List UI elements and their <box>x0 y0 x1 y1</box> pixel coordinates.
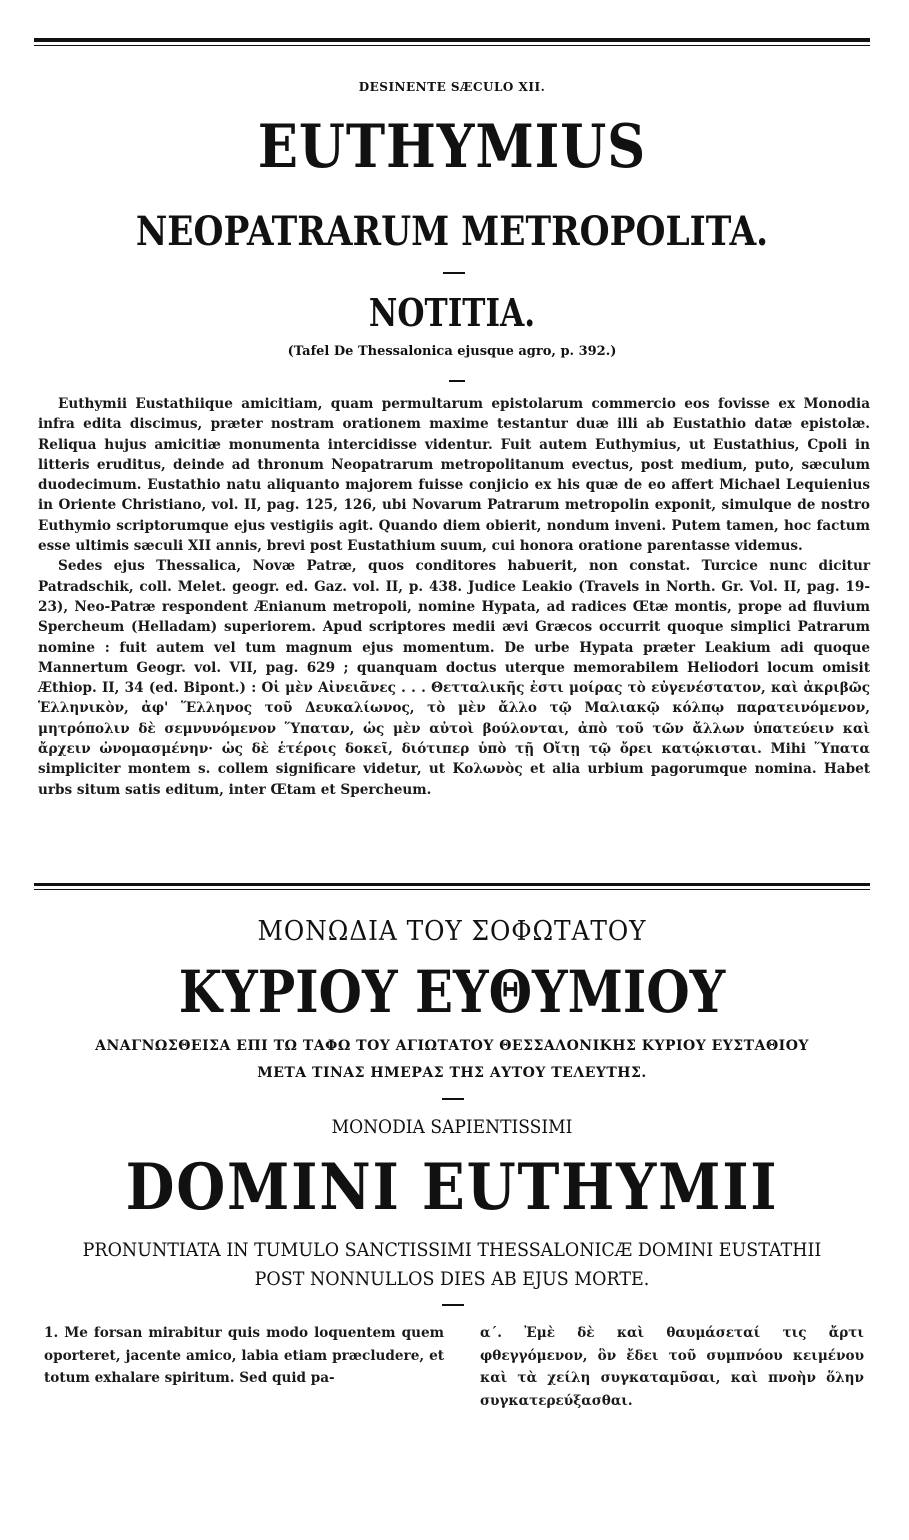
page-subtitle: NEOPATRARUM METROPOLITA. <box>135 208 769 255</box>
section-rule <box>34 883 870 886</box>
latin-column-text: 1. Me forsan mirabitur quis modo loquentem quem oporteret, jacente amico, labia etiam præcludere, et totum exhalare spiritum. Sed quid pa- <box>44 1325 444 1386</box>
greek-column <box>480 1322 864 1412</box>
notitia-paragraph: Sedes ejus Thessalica, Novæ Patræ, quos conditores habuerit, non constat. Turcice nunc dicitur Patradschik, coll. Melet. geogr. ed. Gaz. vol. II, p. 438. Judice Leakio (Travels in North. Gr. Vol. II, pag. 19-23), Neo-Patræ respondent Ænianum metropoli, nomine Hypata, ad radices Œtæ montis, prope ad fluvium Spercheum (Helladam) superiorem. Apud scriptores medii ævi Græcos occurrit quoque simplici Patrarum nomine : fuit autem vel tum magnum ejus momentum. De urbe Hypata præter Leakium adi quoque Mannertum Geogr. vol. VII, pag. 629 ; quanquam doctus uterque memorabilem Heliodori locum omisit Æthiop. II, 34 (ed. Bipont.) : Οἱ μὲν Αἰνειᾶνες . . . Θετταλικῆς ἐστι μοίρας τὸ εὐγενέστατον, καὶ ἀκριβῶς Ἑλληνικὸν, ἀφ' Ἕλληνος τοῦ Δευκαλίωνος, τὸ μὲν ἄλλο τῷ Μαλιακῷ κόλπῳ παρατεινόμενον, μητρόπολιν δὲ σεμνυνόμενον Ὕπαταν, ὡς μὲν αὐτοὶ βούλονται, ἀπὸ τοῦ τῶν ἄλλων ὑπατεύειν καὶ ἄρχειν ὠνομασμένην· ὡς δὲ ἑτέροις δοκεῖ, διότιπερ ὑπὸ τῇ Οἴτῃ τῷ ὄρει κατῴκισται. Mihi Ὕπατα simpliciter montem s. collem significare videtur, ut Κολωνὸς et alia urbium pagorumque nomina. Habet urbs situm satis editum, inter Œtam et Spercheum. <box>38 558 870 798</box>
latin-subtitle-line1: PRONUNTIATA IN TUMULO SANCTISSIMI THESSALONICÆ DOMINI EUSTATHII <box>82 1239 822 1261</box>
latin-subtitle-line2: POST NONNULLOS DIES AB EJUS MORTE. <box>254 1268 650 1290</box>
top-rule <box>34 38 870 42</box>
running-head: DESINENTE SÆCULO XII. <box>358 80 546 94</box>
section-heading: NOTITIA. <box>368 290 536 335</box>
greek-subtitle-line1: ΑΝΑΓΝΩΣΘΕΙΣΑ ΕΠΙ ΤΩ ΤΑΦΩ ΤΟΥ ΑΓΙΩΤΑΤΟΥ ΘΕΣΣΑΛΟΝΙΚΗΣ ΚΥΡΙΟΥ ΕΥΣΤΑΘΙΟΥ <box>95 1038 809 1054</box>
notitia-text <box>38 394 870 800</box>
greek-subtitle-line2: ΜΕΤΑ ΤΙΝΑΣ ΗΜΕΡΑΣ ΤΗΣ ΑΥΤΟΥ ΤΕΛΕΥΤΗΣ. <box>257 1065 647 1081</box>
divider-dash <box>443 272 465 274</box>
latin-column <box>44 1322 444 1390</box>
source-reference: (Tafel De Thessalonica ejusque agro, p. 392.) <box>287 344 617 359</box>
latin-title-line2: DOMINI EUTHYMII <box>125 1150 779 1225</box>
section-rule-thin <box>34 889 870 890</box>
divider-dash <box>442 1304 464 1306</box>
divider-dash <box>442 1098 464 1100</box>
greek-column-text: α΄. Ἐμὲ δὲ καὶ θαυμάσεταί τις ἄρτι φθεγγόμενον, ὃν ἔδει τοῦ συμπνόου κειμένου καὶ τὰ χείλη συγκαταμῦσαι, καὶ πνοὴν ὅλην συγκατερεύξασθαι. <box>480 1325 864 1409</box>
notitia-paragraph: Euthymii Eustathiique amicitiam, quam permultarum epistolarum commercio eos fovisse ex Monodia infra edita discimus, præter nostram orationem maxime testantur duæ illi ab Eustathio datæ epistolæ. Reliqua hujus amicitiæ monumenta intercidisse videntur. Fuit autem Euthymius, ut Eustathius, Cpoli in litteris eruditus, deinde ad thronum Neopatrarum metropolitanum evectus, post medium, puto, sæculum duodecimum. Eustathio natu aliquanto majorem fuisse conjicio ex his quæ de eo affert Michael Lequienius in Oriente Christiano, vol. II, pag. 125, 126, ubi Novarum Patrarum metropolin exponit, simulque de nostro Euthymio scriptorumque ejus vestigiis agit. Quando diem obierit, nondum inveni. Putem tamen, hoc factum esse ultimis sæculi XII annis, brevi post Eustathium suum, cui honora oratione parentasse videmus. <box>38 396 870 555</box>
greek-title-line2: ΚΥΡΙΟΥ ΕΥΘΥΜΙΟΥ <box>178 958 726 1026</box>
greek-title-line1: ΜΟΝΩΔΙΑ ΤΟΥ ΣΟΦΩΤΑΤΟΥ <box>257 916 647 947</box>
page-title: EUTHYMIUS <box>257 112 647 182</box>
top-rule-thin <box>34 45 870 46</box>
latin-title-line1: MONODIA SAPIENTISSIMI <box>331 1116 573 1138</box>
divider-dash <box>449 380 465 382</box>
